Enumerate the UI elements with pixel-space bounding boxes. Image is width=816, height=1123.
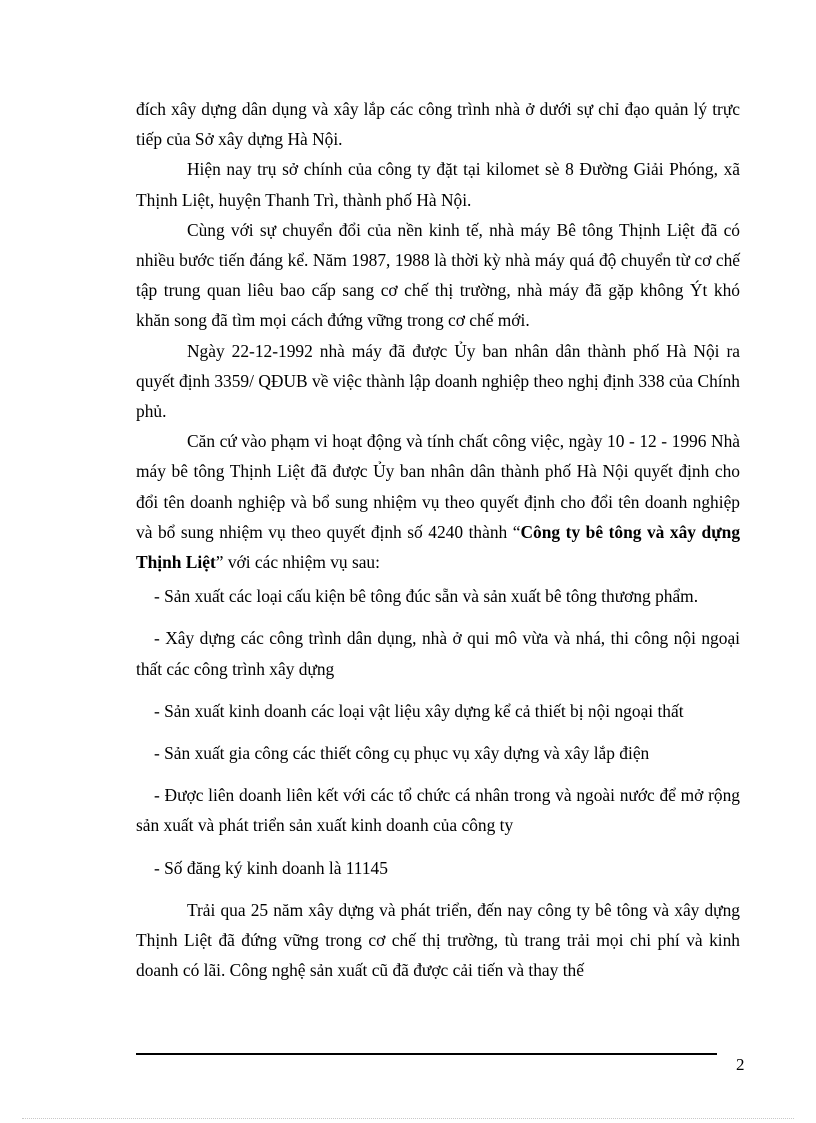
paragraph-1: đích xây dựng dân dụng và xây lắp các công trình nhà ở dưới sự chỉ đạo quản lý trực tiếp của Sở xây dựng Hà Nội.	[136, 99, 740, 150]
task-item-2: - Xây dựng các công trình dân dụng, nhà ở qui mô vừa và nhá, thi công nội ngoại thất các công trình xây dựng	[136, 628, 740, 679]
task-item-5: - Được liên doanh liên kết với các tổ chức cá nhân trong và ngoài nước để mở rộng sản xuất và phát triển sản xuất kinh doanh của công ty	[136, 785, 740, 836]
paragraph-2: Hiện nay trụ sở chính của công ty đặt tại kilomet sè 8 Đường Giải Phóng, xã Thịnh Liệt, huyện Thanh Trì, thành phố Hà Nội.	[136, 159, 740, 210]
closing-paragraph: Trải qua 25 năm xây dựng và phát triển, đến nay công ty bê tông và xây dựng Thịnh Liệt đã đứng vững trong cơ chế thị trường, tù trang trải mọi chi phí và kinh doanh có lãi. Công nghệ sản xuất cũ đã được cải tiến và thay thế	[136, 899, 740, 981]
paragraph-5-tail: ” với các nhiệm vụ sau:	[215, 552, 380, 573]
footer-rule	[136, 1053, 717, 1055]
task-item-6: - Số đăng ký kinh doanh là 11145	[154, 857, 388, 878]
paragraph-5-text: Căn cứ vào phạm vi hoạt động và tính chất công việc, ngày 10 - 12 - 1996 Nhà máy bê tông Thịnh Liệt đã được Ủy ban nhân dân thành phố Hà Nội quyết định cho đổi tên doanh nghiệp và bổ sung nhiệm vụ theo quyết định cho đổi tên doanh nghiệp và bổ sung nhiệm vụ theo quyết định số 4240 thành “	[136, 431, 740, 542]
paragraph-4: Ngày 22-12-1992 nhà máy đã được Ủy ban nhân dân thành phố Hà Nội ra quyết định 3359/ QĐUB về việc thành lập doanh nghiệp theo nghị định 338 của Chính phủ.	[136, 340, 740, 422]
paragraph-3: Cùng với sự chuyển đổi của nền kinh tế, nhà máy Bê tông Thịnh Liệt đã có nhiều bước tiến đáng kể. Năm 1987, 1988 là thời kỳ nhà máy quá độ chuyển từ cơ chế tập trung quan liêu bao cấp sang cơ chế thị trường, nhà máy đã gặp không Ýt khó khăn song đã tìm mọi cách đứng vững trong cơ chế mới.	[136, 219, 740, 331]
task-item-4: - Sản xuất gia công các thiết công cụ phục vụ xây dựng và xây lắp điện	[154, 743, 650, 764]
page-number: 2	[736, 1055, 745, 1074]
task-item-1: - Sản xuất các loại cấu kiện bê tông đúc sẵn và sản xuất bê tông thương phẩm.	[154, 586, 699, 607]
page-edge-divider	[22, 1118, 794, 1119]
company-name: Công ty bê tông và xây dựng Thịnh Liệt	[136, 521, 741, 573]
task-item-3: - Sản xuất kinh doanh các loại vật liệu xây dựng kể cả thiết bị nội ngoại thất	[154, 700, 684, 721]
page-body	[136, 94, 740, 985]
paragraph-5	[136, 426, 740, 577]
